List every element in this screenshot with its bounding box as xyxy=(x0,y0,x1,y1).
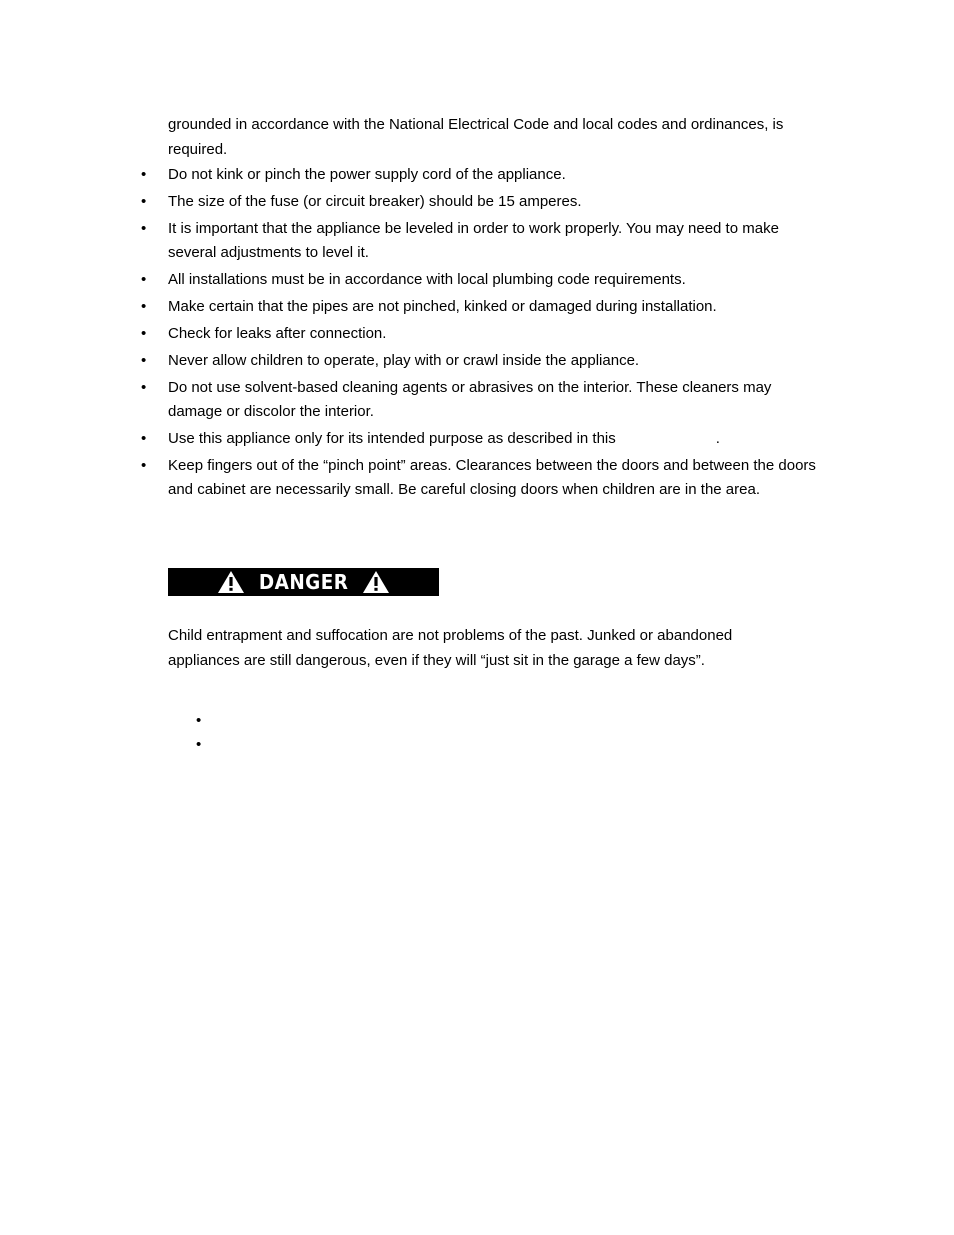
list-item-period: . xyxy=(715,430,720,447)
empty-bullet-list xyxy=(196,712,216,760)
list-item xyxy=(140,376,820,424)
list-item xyxy=(140,190,820,214)
danger-label: DANGER xyxy=(258,570,349,594)
empty-list-item xyxy=(196,736,216,760)
list-item-text: The size of the fuse (or circuit breaker) should be 15 amperes. xyxy=(168,193,582,210)
list-item xyxy=(140,217,820,265)
list-item-text: Make certain that the pipes are not pinched, kinked or damaged during installation. xyxy=(168,298,717,315)
list-item xyxy=(140,295,820,319)
list-item xyxy=(140,349,820,373)
list-item-text: All installations must be in accordance with local plumbing code requirements. xyxy=(168,271,686,288)
list-item-text: It is important that the appliance be leveled in order to work properly. You may need to make several adjustments to level it. xyxy=(168,220,779,261)
list-item-text: Keep fingers out of the “pinch point” areas. Clearances between the doors and between the doors and cabinet are necessarily small. Be careful closing doors when children are in the area. xyxy=(168,457,816,498)
list-item xyxy=(140,268,820,292)
safety-list xyxy=(140,163,820,505)
list-item-text: Use this appliance only for its intended purpose as described in this xyxy=(168,430,616,447)
warning-triangle-icon xyxy=(217,570,245,594)
list-item xyxy=(140,163,820,187)
list-item xyxy=(140,322,820,346)
warning-triangle-icon xyxy=(362,570,390,594)
list-item-text: Do not use solvent-based cleaning agents or abrasives on the interior. These cleaners may damage or discolor the interior. xyxy=(168,379,772,420)
list-item xyxy=(140,454,820,502)
danger-banner xyxy=(168,568,439,596)
empty-list-item xyxy=(196,712,216,736)
list-item-text: Do not kink or pinch the power supply cord of the appliance. xyxy=(168,166,566,183)
list-item-text: Check for leaks after connection. xyxy=(168,325,387,342)
continuation-paragraph: grounded in accordance with the National Electrical Code and local codes and ordinances, is required. xyxy=(168,116,784,158)
child-entrapment-paragraph: Child entrapment and suffocation are not problems of the past. Junked or abandoned appliances are still dangerous, even if they will “just sit in the garage a few days”. xyxy=(168,627,733,669)
list-item xyxy=(140,427,820,451)
list-item-text: Never allow children to operate, play with or crawl inside the appliance. xyxy=(168,352,640,369)
